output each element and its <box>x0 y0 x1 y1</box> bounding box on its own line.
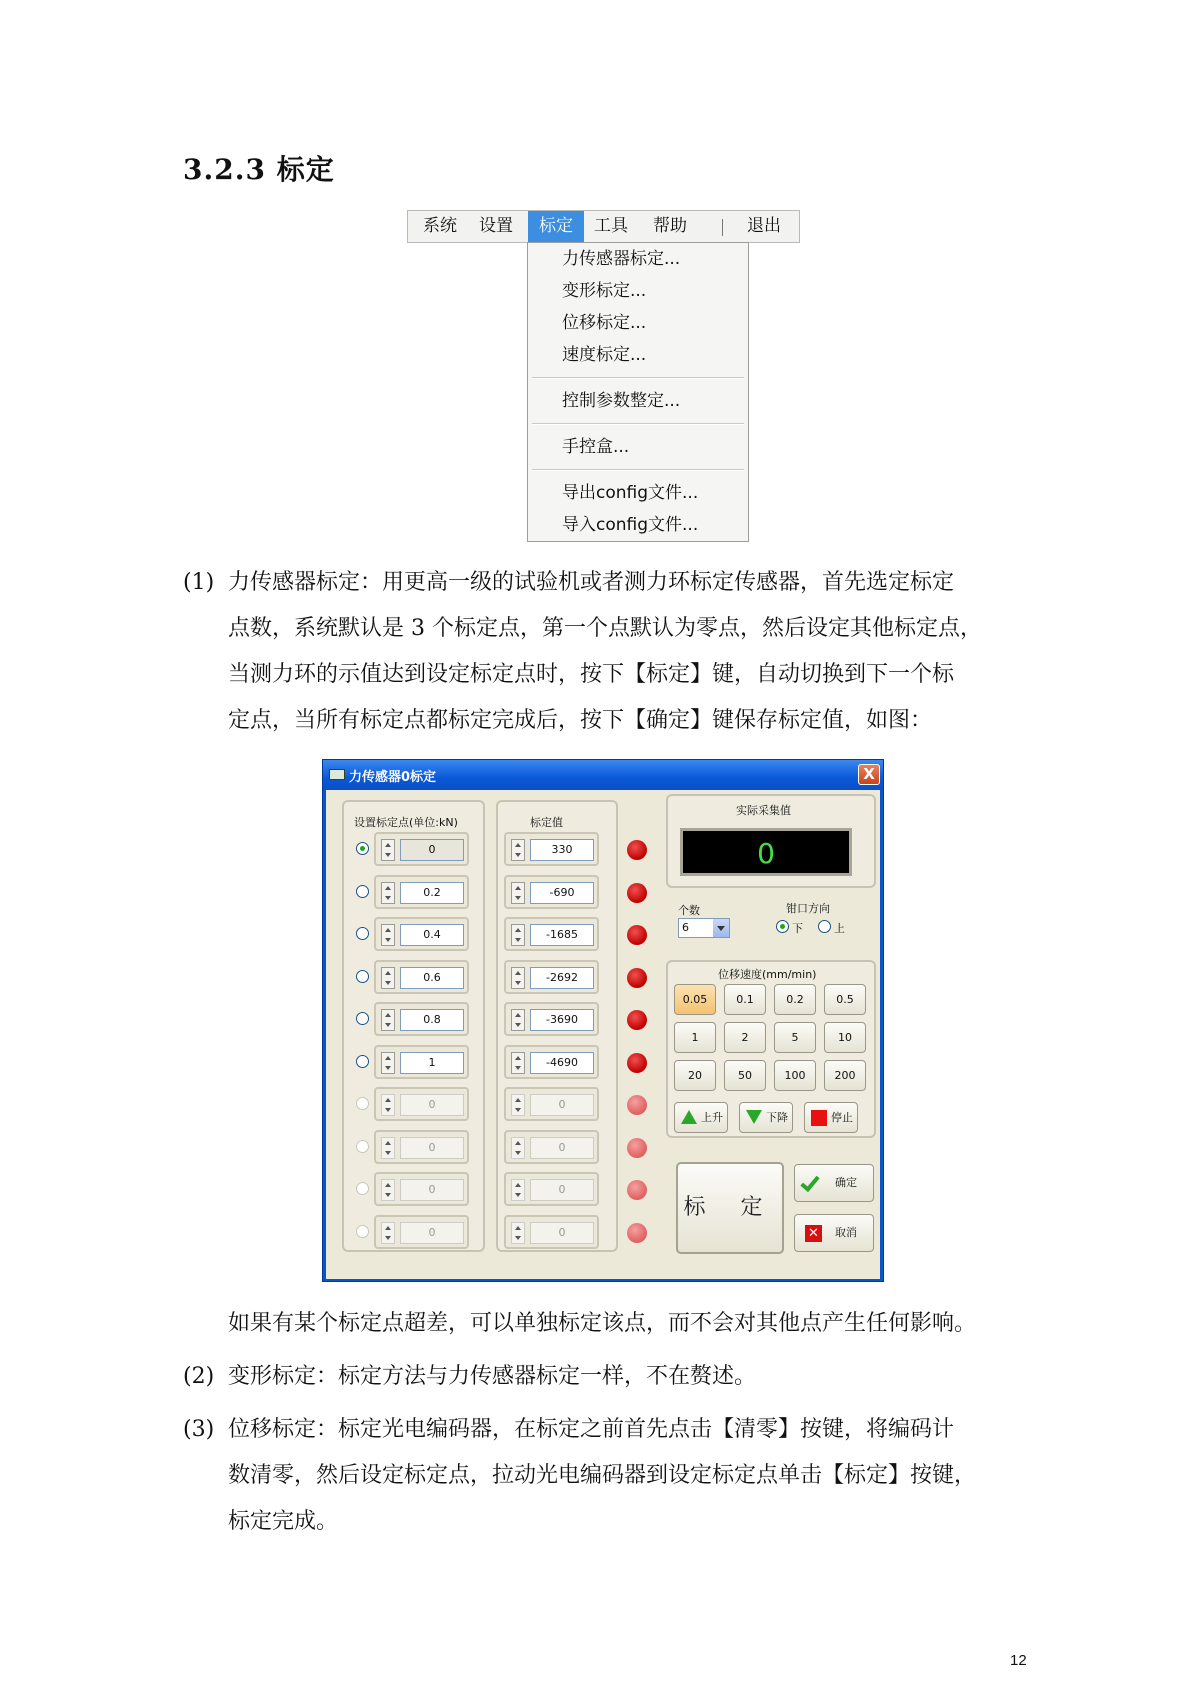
paragraph-line: 当测力环的示值达到设定标定点时，按下【标定】键，自动切换到下一个标 <box>228 662 955 687</box>
menu-item-handheld-box[interactable]: 手控盒... <box>562 437 630 457</box>
jaw-direction-label: 钳口方向 <box>786 902 830 915</box>
calvalue-box <box>504 960 599 994</box>
jaw-up-radio[interactable] <box>818 920 831 933</box>
status-led-icon <box>627 883 647 903</box>
page-number: 12 <box>1010 1652 1027 1669</box>
calvalue-input[interactable]: -690 <box>530 882 594 904</box>
spinner-icon[interactable] <box>511 1052 525 1074</box>
stop-button-label: 停止 <box>831 1111 853 1124</box>
paragraph-2 <box>183 1354 757 1400</box>
status-led-icon <box>627 1223 647 1243</box>
row-select-radio[interactable] <box>356 1055 369 1068</box>
ok-button[interactable] <box>794 1164 874 1202</box>
setpoint-input[interactable]: 0 <box>400 1137 464 1159</box>
status-led-icon <box>627 1095 647 1115</box>
status-led-icon <box>627 840 647 860</box>
spinner-icon[interactable] <box>381 1094 395 1116</box>
paragraph-line: 点数，系统默认是 3 个标定点，第一个点默认为零点，然后设定其他标定点， <box>228 616 982 641</box>
paragraph-line: 位移标定：标定光电编码器，在标定之前首先点击【清零】按键，将编码计 <box>228 1417 955 1442</box>
dialog-client <box>326 790 880 1279</box>
note-paragraph: 如果有某个标定点超差，可以单独标定该点，而不会对其他点产生任何影响。 <box>228 1311 977 1336</box>
row-select-radio[interactable] <box>356 1097 369 1110</box>
row-select-radio[interactable] <box>356 1012 369 1025</box>
arrow-up-icon <box>681 1110 697 1124</box>
setpoint-box <box>374 875 469 909</box>
menu-tools[interactable]: 工具 <box>594 216 628 236</box>
setpoint-box <box>374 1045 469 1079</box>
calvalue-input[interactable]: 0 <box>530 1179 594 1201</box>
speed-button[interactable]: 50 <box>724 1060 766 1091</box>
calibrate-button[interactable]: 标 定 <box>676 1162 784 1254</box>
menu-calibration[interactable]: 标定 <box>528 211 584 242</box>
close-icon: ✕ <box>805 1225 822 1242</box>
status-led-icon <box>627 1180 647 1200</box>
actual-value-label: 实际采集值 <box>736 804 791 817</box>
actual-value-display <box>680 828 852 876</box>
menu-item-speed-calibration[interactable]: 速度标定... <box>562 345 647 365</box>
item-number: (1) <box>183 570 215 595</box>
arrow-down-icon <box>746 1110 762 1124</box>
jaw-direction-group <box>764 894 864 942</box>
paragraph-line: 变形标定：标定方法与力传感器标定一样，不在赘述。 <box>228 1364 757 1389</box>
paragraph-line: 定点，当所有标定点都标定完成后，按下【确定】键保存标定值，如图： <box>228 708 933 733</box>
up-button-label: 上升 <box>701 1111 723 1124</box>
setpoint-input[interactable]: 0 <box>400 839 464 861</box>
setpoint-input[interactable]: 0.4 <box>400 924 464 946</box>
spinner-icon[interactable] <box>381 1137 395 1159</box>
calvalue-box <box>504 1002 599 1036</box>
calvalue-box <box>504 1215 599 1249</box>
cancel-button-label: 取消 <box>835 1226 857 1239</box>
spinner-icon[interactable] <box>381 1222 395 1244</box>
setpoint-box <box>374 1002 469 1036</box>
menu-settings[interactable]: 设置 <box>479 216 513 236</box>
menu-item-displacement-calibration[interactable]: 位移标定... <box>562 313 647 333</box>
menu-bar <box>407 210 800 243</box>
calvalue-box <box>504 875 599 909</box>
status-led-icon <box>627 1010 647 1030</box>
stop-button[interactable] <box>804 1102 858 1133</box>
speed-button[interactable]: 200 <box>824 1060 866 1091</box>
dialog-title: 力传感器0标定 <box>349 770 437 785</box>
actual-value: 0 <box>757 837 775 870</box>
calvalue-box <box>504 1130 599 1164</box>
speed-button[interactable]: 10 <box>824 1022 866 1053</box>
menu-separator <box>532 377 744 379</box>
paragraph-line: 力传感器标定：用更高一级的试验机或者测力环标定传感器，首先选定标定 <box>228 570 955 595</box>
chevron-down-icon[interactable] <box>713 919 729 937</box>
setpoint-box <box>374 1087 469 1121</box>
calibration-dropdown <box>527 242 749 542</box>
status-led-icon <box>627 925 647 945</box>
setpoints-label: 设置标定点(单位:kN) <box>354 816 458 829</box>
count-label: 个数 <box>678 904 700 917</box>
menu-item-force-calibration[interactable]: 力传感器标定... <box>562 249 681 269</box>
calvalue-box <box>504 1172 599 1206</box>
jaw-up-label: 上 <box>834 922 845 935</box>
spinner-icon[interactable] <box>511 1094 525 1116</box>
spinner-icon[interactable] <box>381 839 395 861</box>
setpoint-box <box>374 832 469 866</box>
spinner-icon[interactable] <box>381 1009 395 1031</box>
spinner-icon[interactable] <box>511 839 525 861</box>
row-select-radio[interactable] <box>356 1140 369 1153</box>
item-number: (2) <box>183 1364 215 1389</box>
speed-label: 位移速度(mm/min) <box>718 968 817 981</box>
calvalue-input[interactable]: 330 <box>530 839 594 861</box>
calvalue-input[interactable]: -3690 <box>530 1009 594 1031</box>
speed-button[interactable]: 20 <box>674 1060 716 1091</box>
speed-button[interactable]: 100 <box>774 1060 816 1091</box>
stop-icon <box>811 1110 827 1126</box>
close-button[interactable]: X <box>858 764 880 785</box>
setpoint-input[interactable]: 0.8 <box>400 1009 464 1031</box>
menu-item-import-config[interactable]: 导入config文件... <box>562 515 699 535</box>
force-calibration-dialog <box>322 759 884 1282</box>
spinner-icon[interactable] <box>381 882 395 904</box>
status-led-icon <box>627 968 647 988</box>
spinner-icon[interactable] <box>381 967 395 989</box>
calvalues-label: 标定值 <box>530 816 563 829</box>
menu-exit[interactable]: 退出 <box>747 216 781 236</box>
paragraph-line: 标定完成。 <box>228 1509 339 1534</box>
status-led-icon <box>627 1138 647 1158</box>
jaw-down-radio[interactable] <box>776 920 789 933</box>
calvalue-input[interactable]: 0 <box>530 1222 594 1244</box>
spinner-icon[interactable] <box>381 1179 395 1201</box>
menu-separator <box>532 423 744 425</box>
calvalue-input[interactable]: 0 <box>530 1137 594 1159</box>
row-select-radio[interactable] <box>356 927 369 940</box>
spinner-icon[interactable] <box>511 1009 525 1031</box>
row-select-radio[interactable] <box>356 970 369 983</box>
dialog-titlebar <box>323 760 883 790</box>
setpoint-input[interactable]: 0 <box>400 1094 464 1116</box>
down-button[interactable] <box>739 1102 793 1133</box>
row-select-radio[interactable] <box>356 1182 369 1195</box>
row-select-radio[interactable] <box>356 885 369 898</box>
paragraph-line: 数清零，然后设定标定点，拉动光电编码器到设定标定点单击【标定】按键， <box>228 1463 977 1488</box>
setpoint-box <box>374 1215 469 1249</box>
calvalue-box <box>504 1045 599 1079</box>
spinner-icon[interactable] <box>511 882 525 904</box>
speed-button[interactable]: 2 <box>724 1022 766 1053</box>
app-icon <box>329 769 345 780</box>
down-button-label: 下降 <box>766 1111 788 1124</box>
menu-help[interactable]: 帮助 <box>653 216 687 236</box>
actual-value-group <box>666 794 876 888</box>
speed-group <box>666 960 876 1138</box>
up-button[interactable] <box>674 1102 728 1133</box>
setpoint-input[interactable]: 0.6 <box>400 967 464 989</box>
setpoint-box <box>374 917 469 951</box>
speed-button[interactable]: 0.5 <box>824 984 866 1015</box>
speed-button[interactable]: 0.05 <box>674 984 716 1015</box>
speed-button[interactable]: 1 <box>674 1022 716 1053</box>
setpoint-box <box>374 1172 469 1206</box>
setpoint-input[interactable]: 0.2 <box>400 882 464 904</box>
count-select[interactable] <box>678 918 730 938</box>
calvalue-box <box>504 1087 599 1121</box>
row-select-radio[interactable] <box>356 842 369 855</box>
ok-button-label: 确定 <box>835 1176 857 1189</box>
paragraph-1 <box>183 560 982 744</box>
speed-button[interactable]: 0.1 <box>724 984 766 1015</box>
action-area <box>666 1162 876 1262</box>
spinner-icon[interactable] <box>381 924 395 946</box>
menu-item-control-params[interactable]: 控制参数整定... <box>562 391 681 411</box>
setpoint-box <box>374 1130 469 1164</box>
spinner-icon[interactable] <box>511 967 525 989</box>
speed-button[interactable]: 0.2 <box>774 984 816 1015</box>
spinner-icon[interactable] <box>511 1137 525 1159</box>
jaw-down-label: 下 <box>792 922 803 935</box>
speed-button[interactable]: 5 <box>774 1022 816 1053</box>
calvalue-input[interactable]: -1685 <box>530 924 594 946</box>
setpoint-input[interactable]: 0 <box>400 1222 464 1244</box>
spinner-icon[interactable] <box>381 1052 395 1074</box>
calvalue-box <box>504 917 599 951</box>
row-select-radio[interactable] <box>356 1225 369 1238</box>
cancel-button[interactable] <box>794 1214 874 1252</box>
spinner-icon[interactable] <box>511 1222 525 1244</box>
check-icon <box>800 1172 819 1192</box>
item-number: (3) <box>183 1417 215 1442</box>
menu-item-export-config[interactable]: 导出config文件... <box>562 483 699 503</box>
spinner-icon[interactable] <box>511 1179 525 1201</box>
section-heading: 3.2.3 标定 <box>183 153 335 186</box>
paragraph-3 <box>183 1407 977 1545</box>
setpoint-input[interactable]: 1 <box>400 1052 464 1074</box>
calvalue-input[interactable]: 0 <box>530 1094 594 1116</box>
spinner-icon[interactable] <box>511 924 525 946</box>
menu-divider <box>722 219 723 236</box>
calvalue-box <box>504 832 599 866</box>
calvalue-input[interactable]: -2692 <box>530 967 594 989</box>
menu-item-deformation-calibration[interactable]: 变形标定... <box>562 281 647 301</box>
setpoint-box <box>374 960 469 994</box>
count-value: 6 <box>682 921 689 934</box>
menu-system[interactable]: 系统 <box>423 216 457 236</box>
status-led-icon <box>627 1053 647 1073</box>
calvalue-input[interactable]: -4690 <box>530 1052 594 1074</box>
menu-separator <box>532 469 744 471</box>
setpoint-input[interactable]: 0 <box>400 1179 464 1201</box>
